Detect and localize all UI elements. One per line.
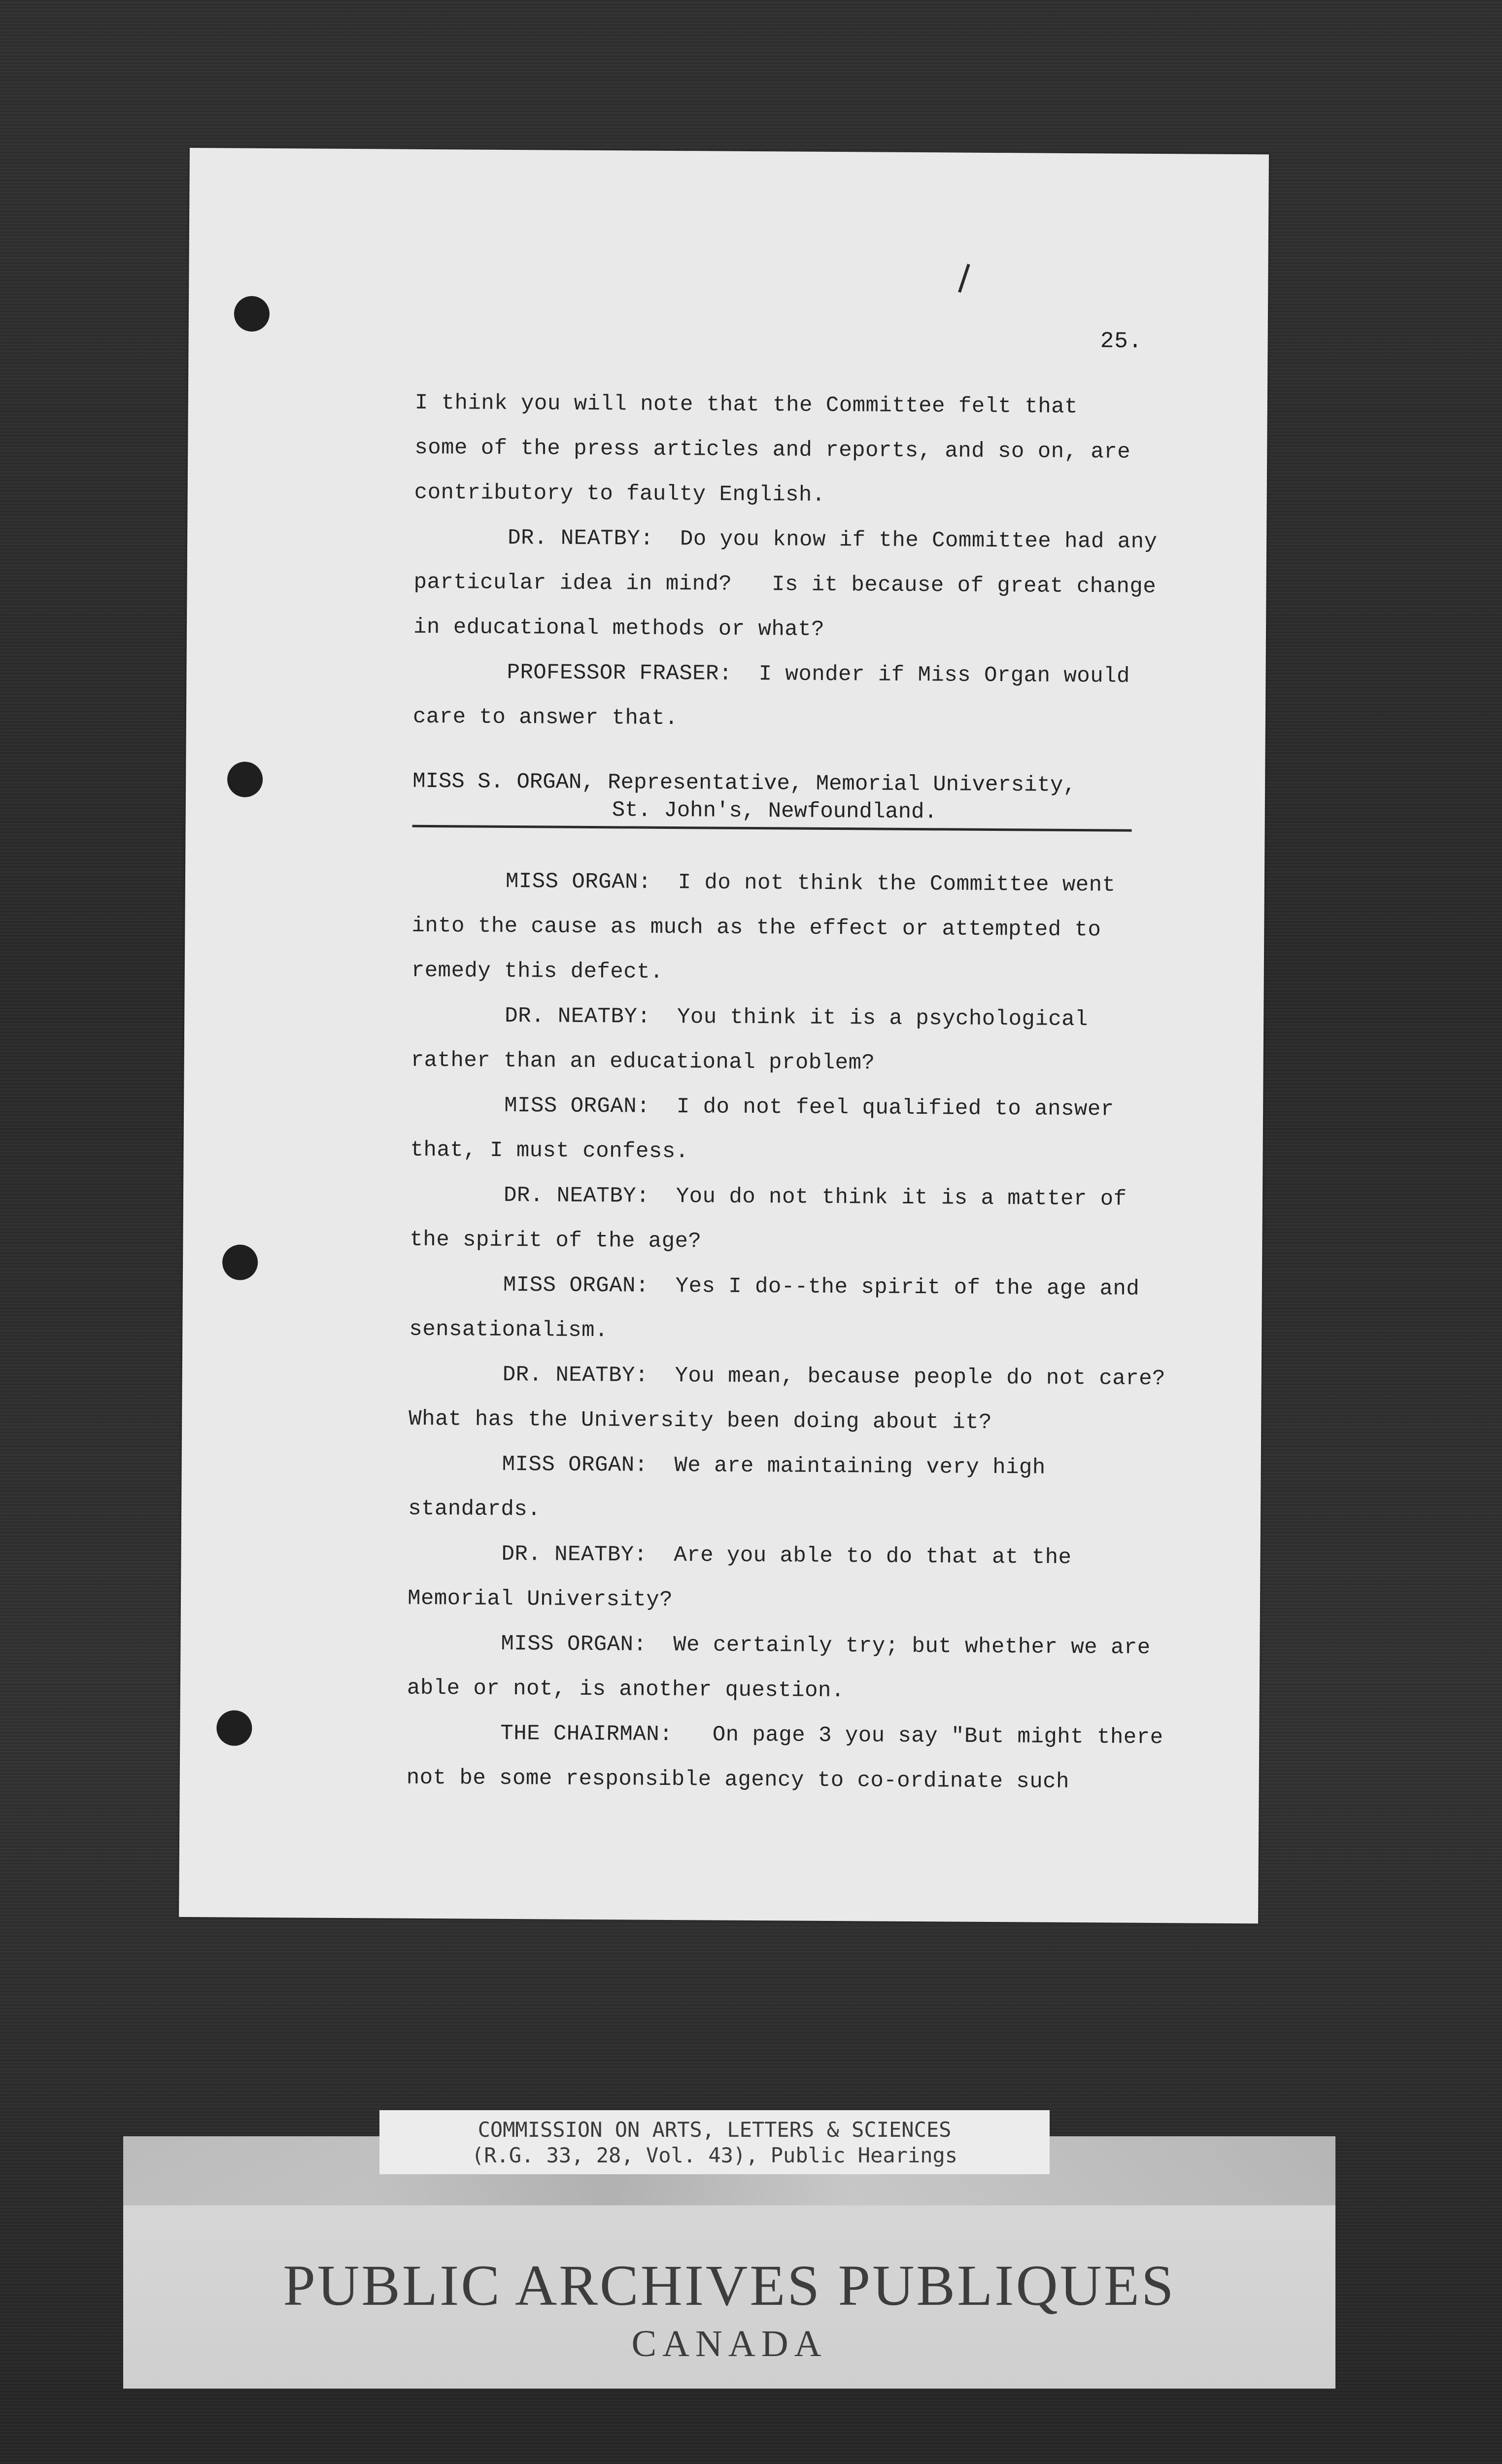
transcript-line: MISS ORGAN: I do not think the Committee went <box>505 869 1116 898</box>
transcript-line: some of the press articles and reports, and so on, are <box>414 435 1131 465</box>
speaker-heading <box>412 768 1132 832</box>
transcript-block-b <box>407 859 1226 1806</box>
transcript-line: rather than an educational problem? <box>410 1048 875 1076</box>
page-number: 25. <box>1100 328 1143 354</box>
transcript-line: MISS ORGAN: We are maintaining very high <box>502 1452 1046 1480</box>
transcript-line: MISS ORGAN: We certainly try; but whether we are <box>501 1631 1151 1660</box>
transcript-line: the spirit of the age? <box>410 1227 702 1254</box>
binder-hole <box>227 761 263 797</box>
transcript-line: sensationalism. <box>409 1317 609 1343</box>
transcript-line: standards. <box>408 1496 541 1522</box>
stamp-title: PUBLIC ARCHIVES PUBLIQUES <box>283 2253 1176 2318</box>
stamp-subtitle: CANADA <box>631 2323 827 2364</box>
transcript-line: Memorial University? <box>407 1586 673 1613</box>
transcript-line: DR. NEATBY: Are you able to do that at the <box>501 1541 1072 1570</box>
transcript-line: not be some responsible agency to co-ordinate such <box>406 1765 1070 1794</box>
transcript-line: DR. NEATBY: You mean, because people do not care? <box>502 1362 1166 1392</box>
transcript-block-a <box>413 381 1228 745</box>
speaker-heading-line2: St. John's, Newfoundland. <box>612 798 938 825</box>
archive-label-line2: (R.G. 33, 28, Vol. 43), Public Hearings <box>471 2143 958 2167</box>
transcript-line: MISS ORGAN: I do not feel qualified to answer <box>504 1093 1114 1122</box>
document-page <box>179 148 1269 1923</box>
transcript-line: particular idea in mind? Is it because of great change <box>413 570 1157 599</box>
transcript-line: DR. NEATBY: Do you know if the Committee had any <box>508 525 1158 555</box>
transcript-line: MISS ORGAN: Yes I do--the spirit of the age and <box>503 1272 1140 1301</box>
transcript-line: care to answer that. <box>412 704 679 731</box>
transcript-line: THE CHAIRMAN: On page 3 you say "But might there <box>500 1721 1163 1750</box>
binder-hole <box>234 296 270 332</box>
speaker-heading-line1: MISS S. ORGAN, Representative, Memorial University, <box>412 769 1076 798</box>
archive-label-line1: COMMISSION ON ARTS, LETTERS & SCIENCES <box>478 2118 952 2142</box>
binder-hole <box>222 1244 258 1280</box>
transcript-line: in educational methods or what? <box>413 615 825 642</box>
binder-hole <box>216 1710 252 1745</box>
pencil-mark <box>958 264 970 293</box>
transcript-line: DR. NEATBY: You think it is a psychological <box>505 1003 1089 1032</box>
transcript-line: remedy this defect. <box>411 958 664 985</box>
transcript-line: What has the University been doing about it? <box>409 1406 992 1435</box>
transcript-line: PROFESSOR FRASER: I wonder if Miss Organ would <box>507 660 1130 689</box>
transcript-line: able or not, is another question. <box>407 1676 845 1704</box>
archive-label <box>379 2110 1050 2174</box>
transcript-line: into the cause as much as the effect or attempted to <box>411 913 1101 943</box>
transcript-line: I think you will note that the Committee felt that <box>414 390 1078 420</box>
transcript-line: DR. NEATBY: You do not think it is a matter of <box>503 1183 1127 1212</box>
transcript-line: that, I must confess. <box>410 1137 689 1164</box>
transcript-line: contributory to faulty English. <box>414 480 825 508</box>
